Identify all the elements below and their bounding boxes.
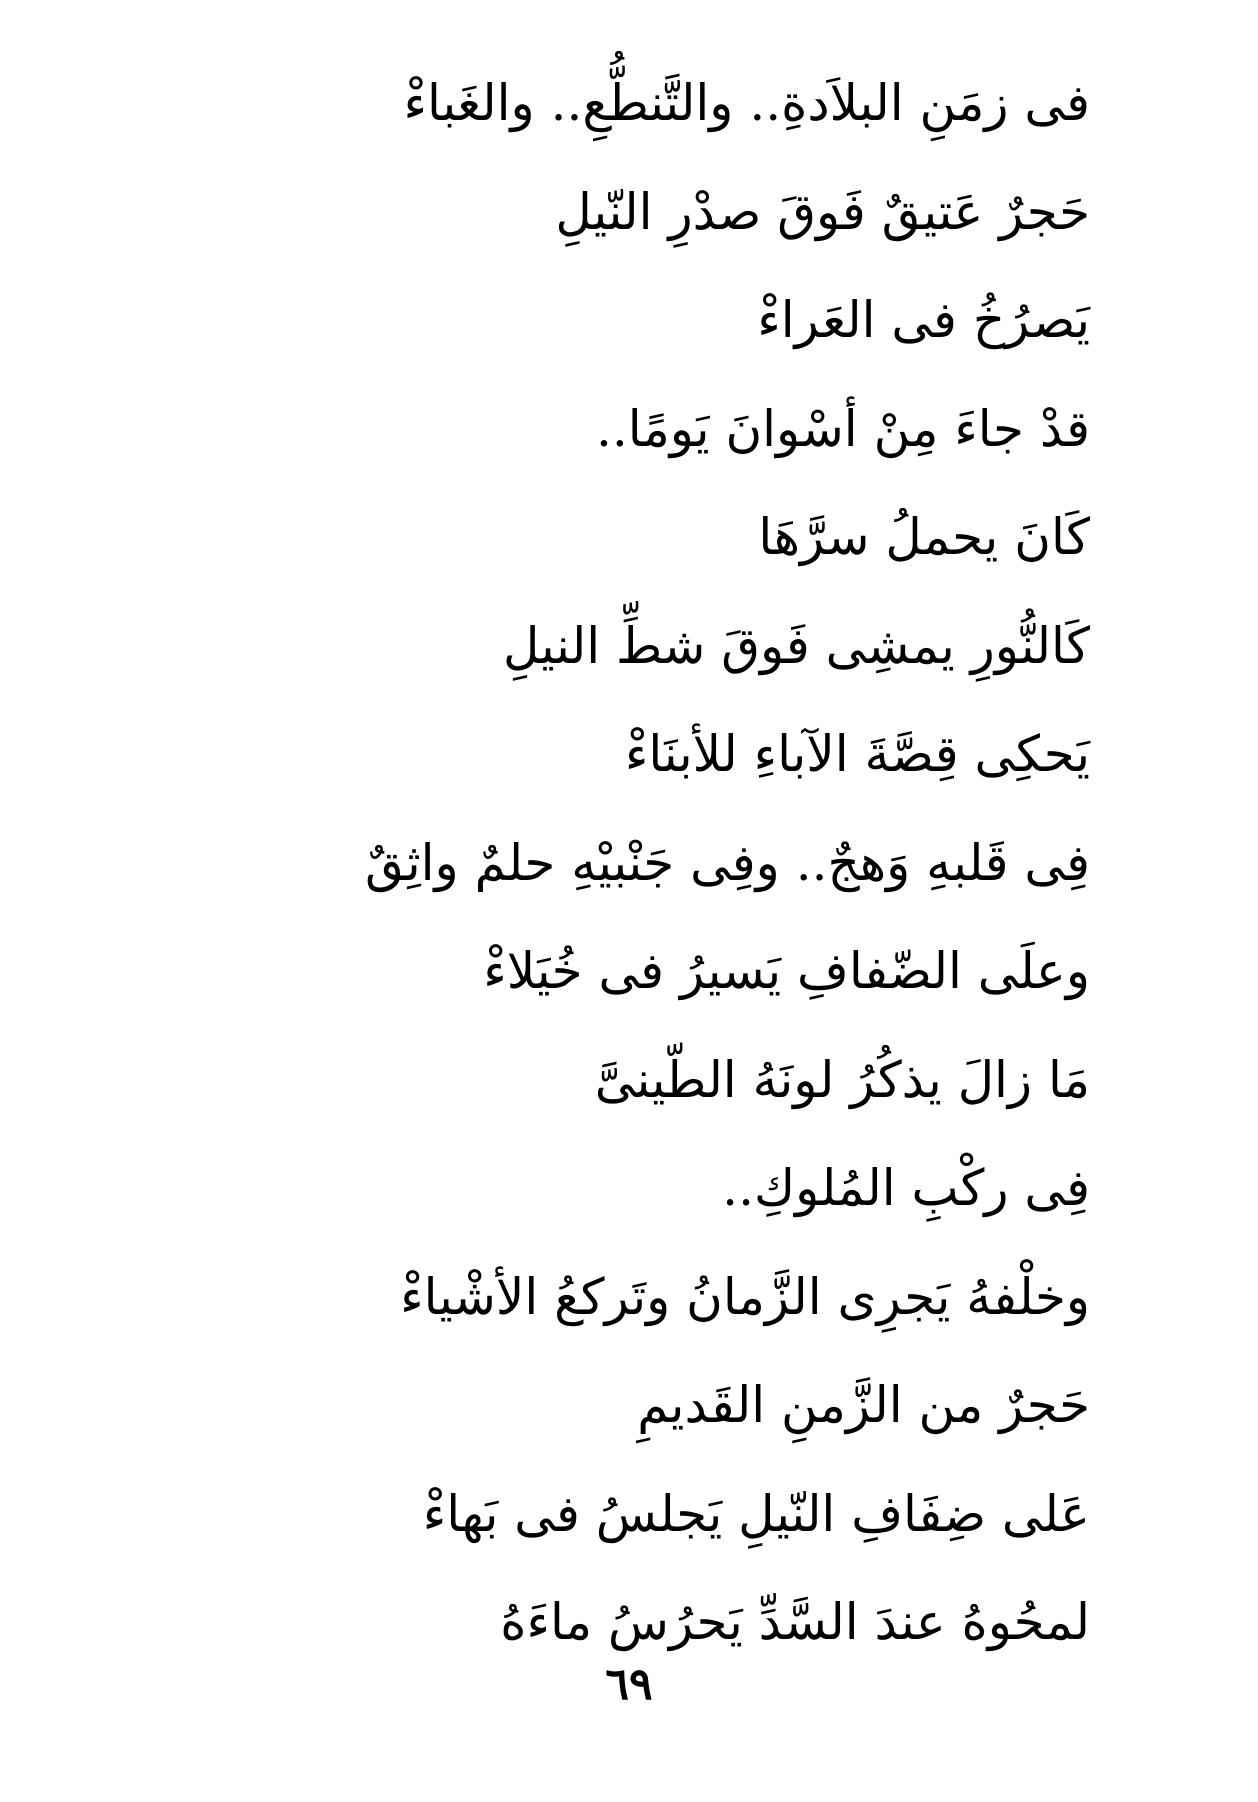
poem-line-14: عَلى ضِفَافِ النّيلِ يَجلسُ فى بَهاءْ [422,1484,1090,1543]
poem-line-10: مَا زالَ يذكُرُ لونَهُ الطّينىَّ [594,1050,1090,1109]
poem-line-6: كَالنُّورِ يمشِى فَوقَ شطِّ النيلِ [502,616,1090,675]
poem-line-8: فِى قَلبهِ وَهجٌ.. وفِى جَنْبيْهِ حلمٌ واثِقٌ [365,833,1090,892]
poem-line-12: وخلْفهُ يَجرِى الزَّمانُ وتَركعُ الأشْياءْ [400,1267,1090,1326]
poem-line-3: يَصرُخُ فى العَراءْ [757,291,1090,349]
poem-text [130,74,1090,1706]
poem-line-1: فى زمَنِ البلاَدةِ.. والتَّنطُّعِ.. والغَباءْ [403,74,1090,132]
poem-line-5: كَانَ يحملُ سرَّهَا [758,508,1090,566]
poem-line-9: وعلَى الضّفافِ يَسيرُ فى خُيَلاءْ [483,942,1090,1000]
poem-line-2: حَجرٌ عَتيقٌ فَوقَ صدْرِ النّيلِ [555,182,1090,241]
poem-line-4: قدْ جاءَ مِنْ أسْوانَ يَومًا.. [596,399,1090,458]
poem-line-7: يَحكِى قِصَّةَ الآباءِ للأبنَاءْ [624,725,1090,783]
poem-line-13: حَجرٌ من الزَّمنِ القَديمِ [637,1376,1090,1434]
page-number: ٦٩ [605,1659,653,1710]
poem-line-15: لمحُوهُ عندَ السَّدِّ يَحرُسُ ماءَهُ [500,1593,1090,1651]
poem-line-11: فِى ركْبِ المُلوكِ.. [722,1159,1090,1217]
